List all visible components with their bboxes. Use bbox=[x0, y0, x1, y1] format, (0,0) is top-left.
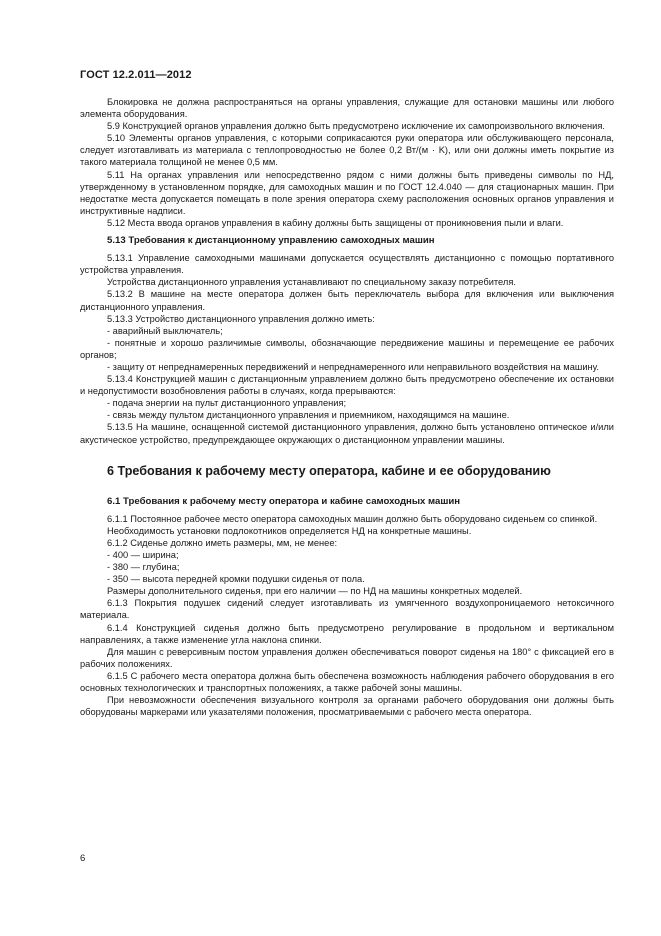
page-header-title: ГОСТ 12.2.011—2012 bbox=[80, 69, 192, 81]
paragraph: 5.11 На органах управления или непосредственно рядом с ними должны быть приведены символы по НД, утвержденному в установленном порядке, для самоходных машин и по ГОСТ 12.4.040 — для стационарных машин. При недостатке места допускается помещать в поле зрения оператора схему расположения основных органов управления и инструктивные надписи. bbox=[80, 169, 614, 216]
paragraph: - подача энергии на пульт дистанционного управления; bbox=[107, 398, 347, 409]
paragraph: Для машин с реверсивным постом управления должен обеспечиваться поворот сиденья на 180° с фиксацией его в рабочих положениях. bbox=[80, 646, 614, 669]
paragraph: - защиту от непреднамеренных передвижений и непреднамеренного или неправильного воздействия на машину. bbox=[107, 361, 599, 372]
paragraph: 5.13.5 На машине, оснащенной системой дистанционного управления, должно быть установлено оптическое и/или акустическое устройство, предупреждающее окружающих о дистанционном управлении машины. bbox=[80, 422, 614, 445]
section-heading: 6 Требования к рабочему месту оператора, кабине и ее оборудованию bbox=[107, 463, 551, 478]
paragraph: При невозможности обеспечения визуального контроля за органами рабочего оборудования они должны быть оборудованы маркерами или указателями положения, просматриваемыми с рабочего места оператора. bbox=[80, 695, 614, 718]
paragraph: 6.1.2 Сиденье должно иметь размеры, мм, не менее: bbox=[107, 537, 338, 548]
paragraph: - 400 — ширина; bbox=[107, 550, 179, 560]
paragraph: 5.13.2 В машине на месте оператора должен быть переключатель выбора для включения или выключения дистанционного управления. bbox=[80, 289, 614, 312]
paragraph: 5.13.4 Конструкцией машин с дистанционным управлением должно быть предусмотрено обеспечение их остановки и недопустимости возобновления работы в случаях, когда прерываются: bbox=[80, 374, 614, 397]
paragraph: 5.9 Конструкцией органов управления должно быть предусмотрено исключение их самопроизвольного включения. bbox=[107, 121, 605, 132]
paragraph: 6.1.3 Покрытия подушек сидений следует изготавливать из умягченного воздухопроницаемого нетоксичного материала. bbox=[80, 598, 614, 621]
subsection-heading: 5.13 Требования к дистанционному управлению самоходных машин bbox=[107, 235, 435, 247]
paragraph: 5.10 Элементы органов управления, с которыми соприкасаются руки оператора или обслуживающего персонала, следует изготавливать из материала с теплопроводностью не более 0,2 Вт/(м · K), или они должны иметь покрытие из такого материала толщиной не менее 0,5 мм. bbox=[80, 133, 614, 168]
paragraph: - связь между пультом дистанционного управления и приемником, находящимся на машине. bbox=[107, 410, 510, 421]
paragraph: - понятные и хорошо различимые символы, обозначающие передвижение машины и перемещение ее рабочих органов; bbox=[80, 337, 614, 360]
paragraph: 5.13.3 Устройство дистанционного управления должно иметь: bbox=[107, 313, 375, 324]
paragraph: Блокировка не должна распространяться на органы управления, служащие для остановки машины или любого элемента оборудования. bbox=[80, 97, 614, 120]
paragraph: Необходимость установки подлокотников определяется НД на конкретные машины. bbox=[107, 525, 472, 536]
paragraph: Размеры дополнительного сиденья, при его наличии — по НД на машины конкретных моделей. bbox=[107, 586, 523, 597]
paragraph: 5.12 Места ввода органов управления в кабину должны быть защищены от проникновения пыли и влаги. bbox=[107, 217, 564, 228]
page-number: 6 bbox=[80, 853, 86, 864]
paragraph: - аварийный выключатель; bbox=[107, 325, 223, 336]
paragraph: - 350 — высота передней кромки подушки сиденья от пола. bbox=[107, 574, 365, 585]
subsection-heading: 6.1 Требования к рабочему месту оператора и кабине самоходных машин bbox=[107, 495, 461, 507]
paragraph: 5.13.1 Управление самоходными машинами допускается осуществлять дистанционно с помощью портативного устройства управления. bbox=[80, 253, 614, 276]
document-body bbox=[80, 96, 614, 718]
paragraph: 6.1.5 С рабочего места оператора должна быть обеспечена возможность наблюдения рабочего оборудования в его основных технологических и транспортных положениях, а также рабочей зоны машины. bbox=[80, 670, 614, 694]
paragraph: 6.1.4 Конструкцией сиденья должно быть предусмотрено регулирование в продольном и вертикальном направлениях, а также изменение угла наклона спинки. bbox=[80, 622, 614, 645]
paragraph: Устройства дистанционного управления устанавливают по специальному заказу потребителя. bbox=[107, 277, 516, 288]
paragraph: 6.1.1 Постоянное рабочее место оператора самоходных машин должно быть оборудовано сиденьем со спинкой. bbox=[107, 513, 598, 524]
paragraph: - 380 — глубина; bbox=[107, 562, 180, 573]
